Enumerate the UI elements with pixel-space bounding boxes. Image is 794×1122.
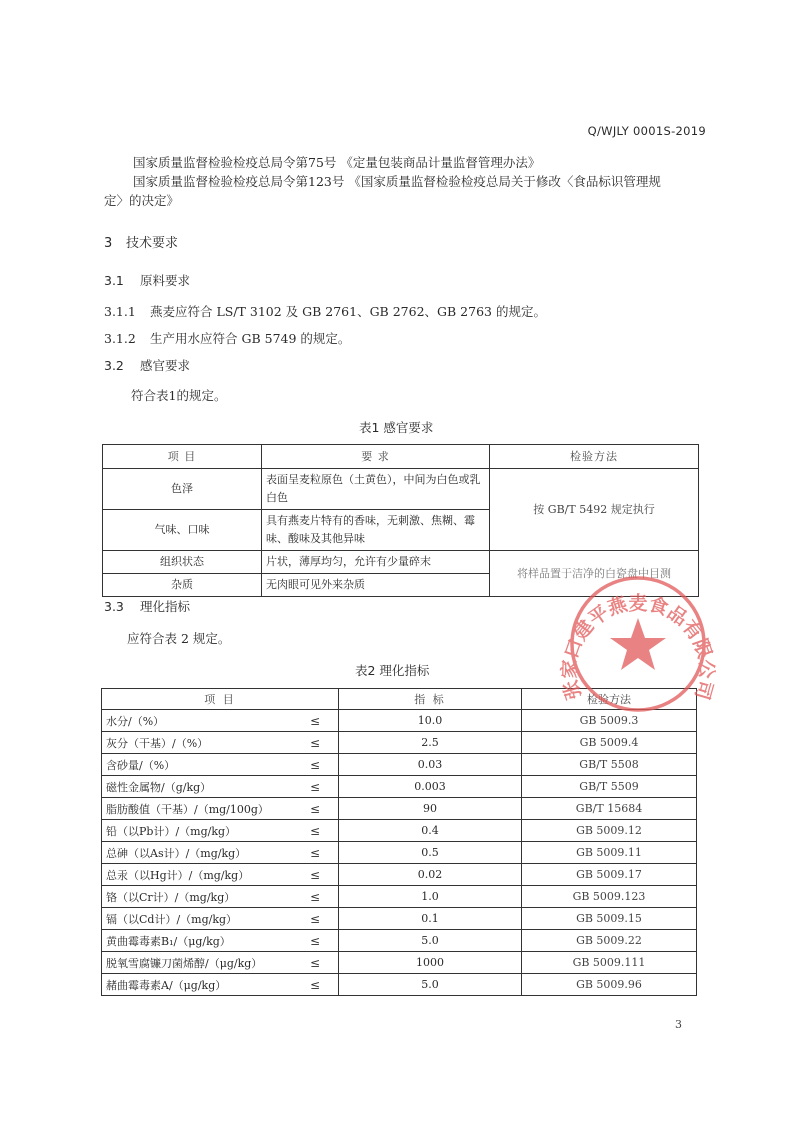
table-row	[102, 864, 697, 886]
table-body	[102, 710, 697, 996]
cell-value: 2.5	[339, 732, 522, 754]
cell-comparator: ≤	[310, 842, 339, 864]
clause-text: 生产用水应符合 GB 5749 的规定。	[150, 331, 351, 346]
cell-item: 磁性金属物/（g/kg）	[102, 776, 311, 798]
section-3-heading	[104, 232, 178, 251]
table-row	[102, 754, 697, 776]
seal-star-icon	[610, 618, 666, 670]
table-1-caption: 表1 感官要求	[359, 420, 434, 435]
section-number: 3.2	[104, 358, 124, 373]
cell-item: 组织状态	[103, 551, 262, 574]
table-2-caption: 表2 理化指标	[355, 663, 430, 678]
reference-line-3: 定〉的决定》	[104, 193, 180, 208]
table-row	[102, 886, 697, 908]
cell-value: 5.0	[339, 930, 522, 952]
table-row	[102, 798, 697, 820]
section-3-2-heading	[104, 356, 190, 374]
table-row	[102, 776, 697, 798]
header-method: 检验方法	[490, 445, 699, 469]
cell-requirement: 片状，薄厚均匀，允许有少量碎末	[262, 551, 490, 574]
document-number: Q/WJLY 0001S-2019	[587, 124, 706, 138]
table-header-row	[103, 445, 699, 469]
cell-value: 1000	[339, 952, 522, 974]
cell-value: 10.0	[339, 710, 522, 732]
cell-comparator: ≤	[310, 798, 339, 820]
table-row	[102, 908, 697, 930]
cell-method: GB 5009.15	[522, 908, 697, 930]
cell-value: 0.02	[339, 864, 522, 886]
section-number: 3.3	[104, 599, 124, 614]
cell-item: 脂肪酸值（干基）/（mg/100g）	[102, 798, 311, 820]
cell-value: 0.003	[339, 776, 522, 798]
cell-method: GB/T 5509	[522, 776, 697, 798]
table-row	[102, 820, 697, 842]
reference-line-2: 国家质量监督检验检疫总局令第123号 《国家质量监督检验检疫总局关于修改〈食品标识管理规	[133, 174, 661, 189]
table-row	[102, 930, 697, 952]
section-title: 原料要求	[140, 273, 191, 288]
cell-comparator: ≤	[310, 754, 339, 776]
section-title: 理化指标	[140, 599, 191, 614]
cell-method: GB 5009.3	[522, 710, 697, 732]
cell-comparator: ≤	[310, 930, 339, 952]
clause-number: 3.1.1	[104, 304, 136, 319]
cell-method: GB 5009.22	[522, 930, 697, 952]
header-requirement: 要 求	[262, 445, 490, 469]
cell-comparator: ≤	[310, 820, 339, 842]
cell-value: 0.5	[339, 842, 522, 864]
cell-item: 铅（以Pb计）/（mg/kg）	[102, 820, 311, 842]
cell-item: 总汞（以Hg计）/（mg/kg）	[102, 864, 311, 886]
cell-comparator: ≤	[310, 776, 339, 798]
cell-method: GB 5009.11	[522, 842, 697, 864]
cell-method: GB 5009.4	[522, 732, 697, 754]
header-item: 项 目	[103, 445, 262, 469]
cell-item: 铬（以Cr计）/（mg/kg）	[102, 886, 311, 908]
cell-method: GB 5009.12	[522, 820, 697, 842]
cell-item: 水分/（%）	[102, 710, 311, 732]
section-title: 技术要求	[126, 236, 179, 251]
cell-item: 色泽	[103, 469, 262, 510]
table-row	[102, 710, 697, 732]
header-item: 项 目	[102, 689, 339, 710]
section-title: 感官要求	[140, 358, 191, 373]
cell-item: 赭曲霉毒素A/（μg/kg）	[102, 974, 311, 996]
cell-value: 5.0	[339, 974, 522, 996]
cell-method: GB 5009.96	[522, 974, 697, 996]
cell-item: 脱氧雪腐镰刀菌烯醇/（μg/kg）	[102, 952, 311, 974]
page-number: 3	[675, 1018, 682, 1031]
section-number: 3	[104, 236, 113, 251]
table-row	[102, 952, 697, 974]
cell-method: GB 5009.123	[522, 886, 697, 908]
cell-comparator: ≤	[310, 864, 339, 886]
cell-value: 0.4	[339, 820, 522, 842]
cell-requirement: 表面呈麦粒原色（土黄色），中间为白色或乳白色	[262, 469, 490, 510]
cell-item: 总砷（以As计）/（mg/kg）	[102, 842, 311, 864]
section-3-3-heading	[104, 597, 190, 615]
clause-3-1-1	[104, 302, 546, 320]
clause-number: 3.1.2	[104, 331, 136, 346]
cell-method: GB/T 5508	[522, 754, 697, 776]
section-3-3-text: 应符合表 2 规定。	[127, 631, 231, 646]
cell-value: 90	[339, 798, 522, 820]
cell-value: 0.03	[339, 754, 522, 776]
cell-method: GB/T 15684	[522, 798, 697, 820]
cell-comparator: ≤	[310, 952, 339, 974]
cell-comparator: ≤	[310, 908, 339, 930]
cell-item: 含砂量/（%）	[102, 754, 311, 776]
table-row	[102, 974, 697, 996]
cell-item: 灰分（干基）/（%）	[102, 732, 311, 754]
cell-item: 气味、口味	[103, 510, 262, 551]
cell-method: GB 5009.111	[522, 952, 697, 974]
table-row	[103, 469, 699, 510]
clause-3-1-2	[104, 329, 350, 347]
cell-requirement: 具有燕麦片特有的香味，无刺激、焦糊、霉味、酸味及其他异味	[262, 510, 490, 551]
physicochemical-indicators-table	[101, 688, 697, 996]
cell-comparator: ≤	[310, 886, 339, 908]
header-indicator: 指 标	[339, 689, 522, 710]
table-row	[102, 732, 697, 754]
cell-requirement: 无肉眼可见外来杂质	[262, 574, 490, 597]
section-number: 3.1	[104, 273, 124, 288]
cell-method: GB 5009.17	[522, 864, 697, 886]
cell-item: 杂质	[103, 574, 262, 597]
section-3-2-text: 符合表1的规定。	[131, 388, 227, 403]
cell-item: 黄曲霉毒素B₁/（μg/kg）	[102, 930, 311, 952]
cell-comparator: ≤	[310, 732, 339, 754]
cell-comparator: ≤	[310, 710, 339, 732]
cell-value: 1.0	[339, 886, 522, 908]
cell-value: 0.1	[339, 908, 522, 930]
cell-method: 按 GB/T 5492 规定执行	[490, 469, 699, 551]
section-3-1-heading	[104, 271, 190, 289]
cell-item: 镉（以Cd计）/（mg/kg）	[102, 908, 311, 930]
clause-text: 燕麦应符合 LS/T 3102 及 GB 2761、GB 2762、GB 2763 的规定。	[150, 304, 546, 319]
reference-line-1: 国家质量监督检验检疫总局令第75号 《定量包装商品计量监督管理办法》	[133, 155, 541, 170]
table-row	[102, 842, 697, 864]
seal-text-path: 张家口建平燕麦食品有限公司	[558, 592, 718, 702]
cell-method: 将样品置于洁净的白瓷盘中目测	[490, 551, 699, 597]
cell-comparator: ≤	[310, 974, 339, 996]
company-seal-stamp	[552, 570, 722, 712]
header-method: 检验方法	[522, 689, 697, 710]
